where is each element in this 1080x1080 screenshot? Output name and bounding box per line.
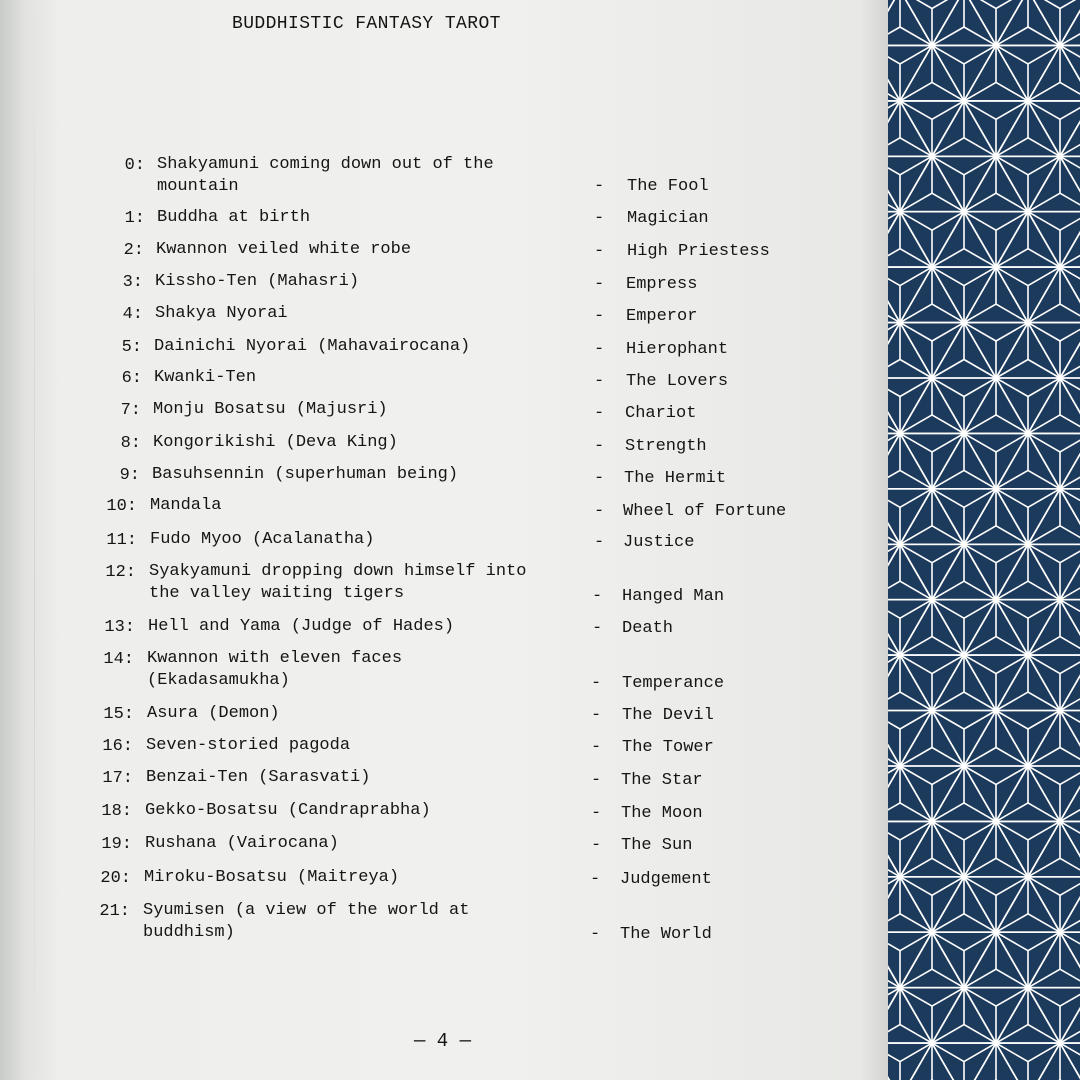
- entry-number: 11:: [106, 531, 137, 550]
- tarot-card-name: Death: [622, 619, 674, 638]
- entry-description: (Ekadasamukha): [147, 671, 290, 690]
- tarot-card-name: The World: [620, 925, 712, 944]
- page-binding-fold: [34, 0, 35, 1080]
- tarot-card-name: Temperance: [622, 674, 725, 693]
- entry-number: 4:: [122, 305, 143, 324]
- entry-description: Shakya Nyorai: [155, 304, 288, 323]
- dash-separator: -: [594, 404, 605, 423]
- entry-number: 6:: [121, 369, 142, 388]
- entry-number: 7:: [120, 401, 141, 420]
- entry-description: Fudo Myoo (Acalanatha): [150, 530, 375, 549]
- dash-separator: -: [592, 619, 603, 638]
- entry-description: Seven-storied pagoda: [146, 736, 351, 755]
- entry-number: 16:: [102, 737, 133, 756]
- entry-number: 14:: [103, 650, 134, 669]
- tarot-card-name: Emperor: [626, 307, 698, 326]
- dash-separator: -: [591, 771, 602, 790]
- tarot-card-name: The Devil: [622, 706, 714, 725]
- tarot-card-name: Strength: [625, 437, 707, 456]
- entry-description: Hell and Yama (Judge of Hades): [148, 617, 455, 636]
- dash-separator: -: [591, 804, 602, 823]
- dash-separator: -: [594, 469, 605, 488]
- entry-description: Kwanki-Ten: [154, 368, 257, 387]
- dash-separator: -: [591, 738, 602, 757]
- dash-separator: -: [591, 674, 602, 693]
- dash-separator: -: [594, 275, 605, 294]
- tarot-card-name: The Hermit: [624, 469, 727, 488]
- entry-number: 19:: [101, 835, 132, 854]
- entry-description: Buddha at birth: [157, 208, 311, 227]
- entry-description: buddhism): [143, 923, 235, 942]
- tarot-card-name: The Tower: [622, 738, 714, 757]
- entry-description: Kongorikishi (Deva King): [153, 433, 398, 452]
- tarot-card-name: The Moon: [621, 804, 703, 823]
- entry-description: Kwannon veiled white robe: [156, 240, 412, 259]
- entry-description: Asura (Demon): [147, 704, 280, 723]
- dash-separator: -: [594, 437, 605, 456]
- entry-number: 0:: [124, 156, 145, 175]
- entry-number: 3:: [122, 273, 143, 292]
- entry-description: Syumisen (a view of the world at: [143, 901, 470, 920]
- dash-separator: -: [594, 340, 605, 359]
- entry-description: Monju Bosatsu (Majusri): [153, 400, 388, 419]
- dash-separator: -: [591, 836, 602, 855]
- tarot-card-name: Chariot: [625, 404, 697, 423]
- dash-separator: -: [594, 533, 605, 552]
- entry-description: Dainichi Nyorai (Mahavairocana): [154, 337, 471, 356]
- dash-separator: -: [594, 372, 605, 391]
- entry-description: Syakyamuni dropping down himself into: [149, 562, 527, 581]
- geometric-pattern: [888, 0, 1080, 1080]
- entry-number: 15:: [103, 705, 134, 724]
- entry-number: 10:: [106, 497, 137, 516]
- tarot-card-name: The Lovers: [626, 372, 729, 391]
- entry-number: 2:: [123, 241, 144, 260]
- tarot-card-name: Judgement: [620, 870, 712, 889]
- entry-number: 12:: [105, 563, 136, 582]
- entry-number: 18:: [101, 802, 132, 821]
- tarot-card-name: Hanged Man: [622, 587, 725, 606]
- tarot-card-name: Wheel of Fortune: [623, 502, 787, 521]
- entry-description: Benzai-Ten (Sarasvati): [146, 768, 371, 787]
- entry-number: 8:: [120, 434, 141, 453]
- tarot-card-name: Hierophant: [626, 340, 729, 359]
- tarot-card-name: The Sun: [621, 836, 693, 855]
- entry-number: 1:: [124, 209, 145, 228]
- dash-separator: -: [590, 870, 601, 889]
- asanoha-pattern-background: [888, 0, 1080, 1080]
- dash-separator: -: [594, 177, 605, 196]
- dash-separator: -: [591, 706, 602, 725]
- page-title: BUDDHISTIC FANTASY TAROT: [232, 14, 501, 34]
- dash-separator: -: [594, 307, 605, 326]
- tarot-card-name: Justice: [623, 533, 695, 552]
- entry-number: 9:: [119, 466, 140, 485]
- entry-number: 17:: [102, 769, 133, 788]
- entry-description: the valley waiting tigers: [149, 584, 405, 603]
- page-number: — 4 —: [414, 1030, 472, 1052]
- tarot-card-name: Empress: [626, 275, 698, 294]
- entry-description: Rushana (Vairocana): [145, 834, 339, 853]
- entry-description: Gekko-Bosatsu (Candraprabha): [145, 801, 431, 820]
- tarot-card-name: Magician: [627, 209, 709, 228]
- tarot-card-name: High Priestess: [627, 242, 770, 261]
- tarot-card-name: The Fool: [627, 177, 709, 196]
- pattern-lines: [888, 0, 1080, 1080]
- dash-separator: -: [590, 925, 601, 944]
- entry-description: Kissho-Ten (Mahasri): [155, 272, 360, 291]
- dash-separator: -: [594, 209, 605, 228]
- entry-description: mountain: [157, 177, 239, 196]
- dash-separator: -: [592, 587, 603, 606]
- dash-separator: -: [594, 242, 605, 261]
- entry-number: 21:: [99, 902, 130, 921]
- entry-number: 20:: [100, 869, 131, 888]
- entry-description: Kwannon with eleven faces: [147, 649, 403, 668]
- tarot-card-name: The Star: [621, 771, 703, 790]
- entry-description: Basuhsennin (superhuman being): [152, 465, 459, 484]
- entry-number: 5:: [121, 338, 142, 357]
- entry-description: Miroku-Bosatsu (Maitreya): [144, 868, 400, 887]
- entry-number: 13:: [104, 618, 135, 637]
- entry-description: Shakyamuni coming down out of the: [157, 155, 494, 174]
- dash-separator: -: [594, 502, 605, 521]
- entry-description: Mandala: [150, 496, 222, 515]
